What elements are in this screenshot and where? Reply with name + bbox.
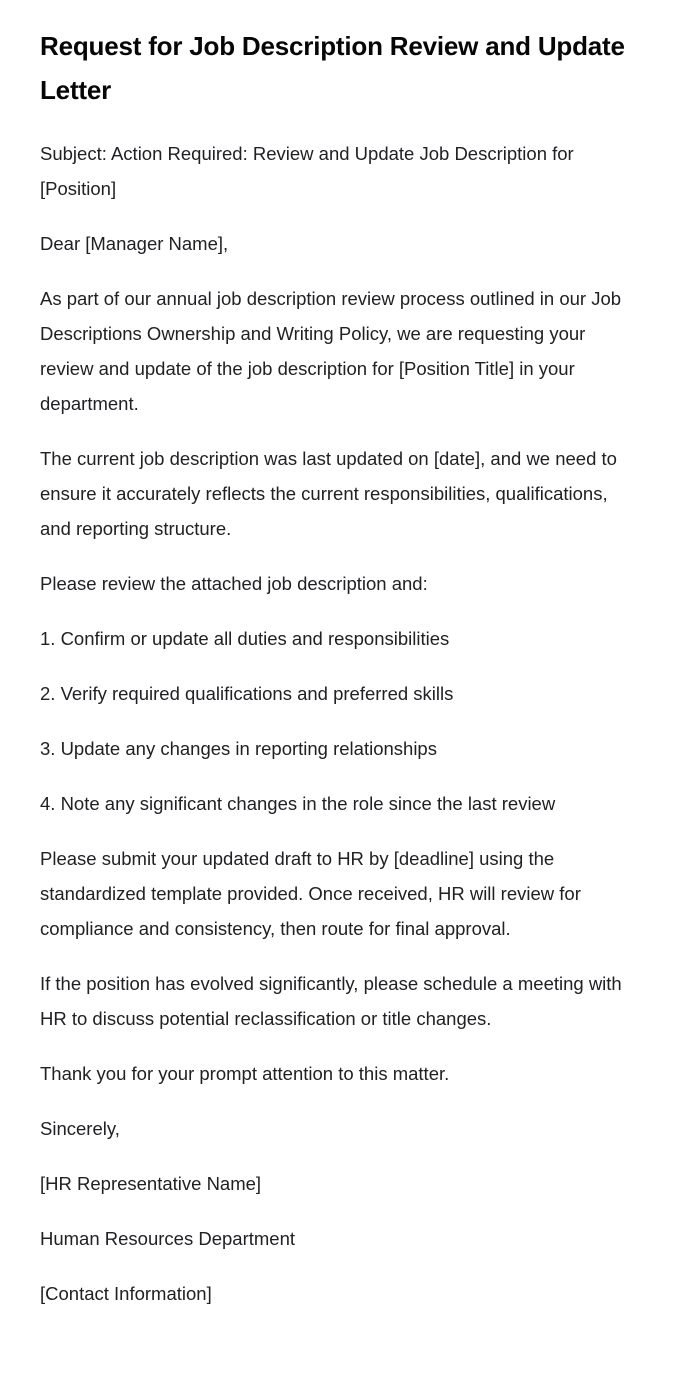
paragraph: Thank you for your prompt attention to this matter. — [40, 1063, 450, 1084]
paragraph: [HR Representative Name] — [40, 1173, 262, 1194]
paragraph: [Contact Information] — [40, 1283, 212, 1304]
letter-body — [40, 136, 642, 1311]
paragraph: Human Resources Department — [40, 1228, 295, 1249]
paragraph: Please submit your updated draft to HR by [deadline] using the standardized template provided. Once received, HR will review for compliance and consistency, then route for final approval. — [40, 848, 581, 939]
paragraph: Please review the attached job description and: — [40, 573, 428, 594]
paragraph: 3. Update any changes in reporting relationships — [40, 738, 437, 759]
page-title: Request for Job Description Review and Update Letter — [40, 31, 625, 105]
paragraph: Sincerely, — [40, 1118, 120, 1139]
paragraph: 1. Confirm or update all duties and responsibilities — [40, 628, 450, 649]
paragraph: Dear [Manager Name], — [40, 233, 229, 254]
paragraph: 4. Note any significant changes in the role since the last review — [40, 793, 556, 814]
paragraph: As part of our annual job description review process outlined in our Job Descriptions Ownership and Writing Policy, we are requesting your review and update of the job description for [Position Title] in your department. — [40, 288, 622, 414]
paragraph: 2. Verify required qualifications and preferred skills — [40, 683, 454, 704]
paragraph: The current job description was last updated on [date], and we need to ensure it accurately reflects the current responsibilities, qualifications, and reporting structure. — [40, 448, 617, 539]
paragraph: If the position has evolved significantly, please schedule a meeting with HR to discuss potential reclassification or title changes. — [40, 973, 622, 1029]
paragraph: Subject: Action Required: Review and Update Job Description for [Position] — [40, 143, 574, 199]
